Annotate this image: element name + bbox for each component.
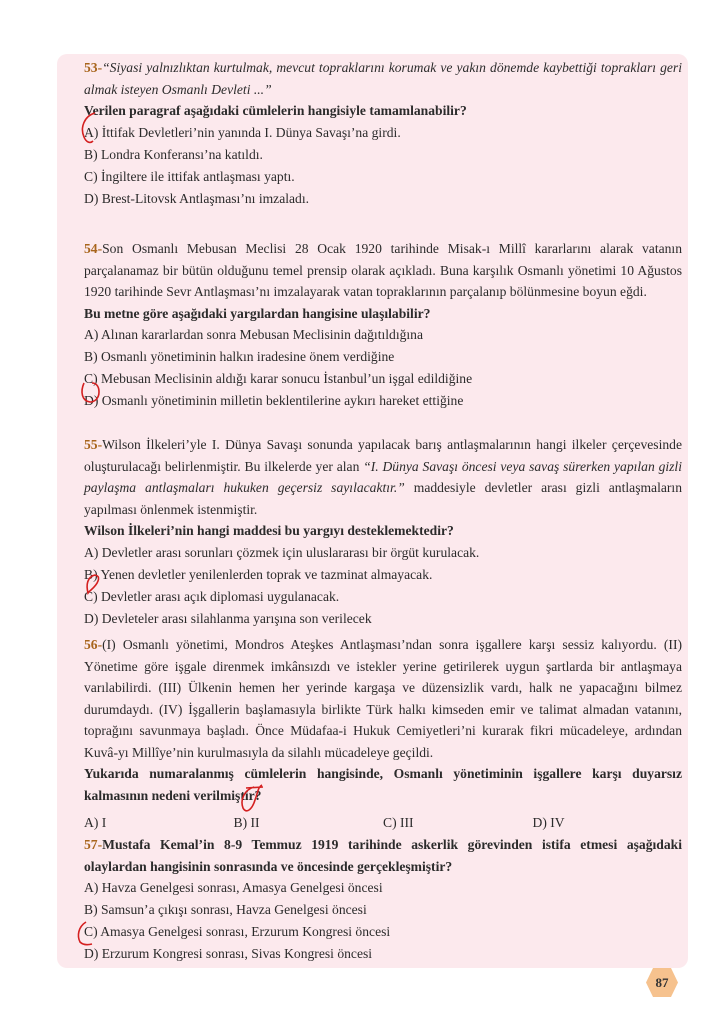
- option-a[interactable]: A) Alınan kararlardan sonra Mebusan Meclisinin dağıtıldığına: [84, 327, 424, 342]
- option-b[interactable]: B) Samsun’a çıkışı sonrası, Havza Genelgesi öncesi: [84, 902, 367, 917]
- question-prompt: Verilen paragraf aşağıdaki cümlelerin hangisiyle tamamlanabilir?: [84, 103, 467, 118]
- option-c[interactable]: C) Amasya Genelgesi sonrası, Erzurum Kongresi öncesi: [84, 924, 391, 939]
- question-prompt: Yukarıda numaralanmış cümlelerin hangisinde, Osmanlı yönetiminin işgallere karşı duyarsız kalmasının nedeni verilmiştir?: [84, 766, 682, 803]
- option-b[interactable]: B) Yenen devletler yenilenlerden toprak ve tazminat almayacak.: [84, 566, 433, 582]
- question-53: [84, 57, 682, 210]
- question-prompt: Wilson İlkeleri’nin hangi maddesi bu yargıyı desteklemektedir?: [84, 523, 454, 538]
- question-stem: 53-“Siyasi yalnızlıktan kurtulmak, mevcut topraklarını korumak ve yakın dönemde kaybettiği toprakları geri almak isteyen Osmanlı Devleti ...”: [84, 60, 682, 97]
- options-row: [84, 812, 682, 834]
- option-a[interactable]: A) I: [84, 815, 107, 830]
- option-b[interactable]: B) II: [233, 815, 260, 830]
- option-b[interactable]: B) Londra Konferansı’na katıldı.: [84, 146, 263, 162]
- option-c[interactable]: C) III: [383, 815, 414, 830]
- option-d[interactable]: D) IV: [532, 815, 565, 830]
- option-b[interactable]: B) Osmanlı yönetiminin halkın iradesine önem verdiğine: [84, 349, 395, 364]
- question-stem: 55-Wilson İlkeleri’yle I. Dünya Savaşı sonunda yapılacak barış antlaşmalarının hangi ilkeler çerçevesinde oluşturulacağı belirlenmiştir. Bu ilkelerde yer alan “I. Dünya Savaşı öncesi veya savaş sürerken yapılan gizli paylaşma antlaşmaları hukuken geçersiz sayılacaktır.” maddesiyle devletler arası gizli antlaşmaların yapılması önlenmek istenmiştir.: [84, 437, 683, 517]
- option-c[interactable]: C) İngiltere ile ittifak antlaşması yaptı.: [84, 168, 295, 184]
- question-stem: 54-Son Osmanlı Mebusan Meclisi 28 Ocak 1920 tarihinde Misak-ı Millî kararlarını alarak vatanın parçalanamaz bir bütün olduğunu temel prensip olarak açıkladı. Buna karşılık Osmanlı yönetimi 10 Ağustos 1920 tarihinde Sevr Antlaşması’nı imzalayarak vatan topraklarının parçalanıp bölünmesine boyun eğdi.: [84, 241, 682, 299]
- option-c[interactable]: C) Mebusan Meclisinin aldığı karar sonucu İstanbul’un işgal edildiğine: [84, 371, 473, 386]
- option-d[interactable]: D) Brest-Litovsk Antlaşması’nı imzaladı.: [84, 190, 310, 206]
- question-prompt: 57-Mustafa Kemal’in 8-9 Temmuz 1919 tarihinde askerlik görevinden istifa etmesi aşağıdaki olaylardan hangisinin sonrasında ve öncesinde gerçekleşmiştir?: [84, 837, 682, 874]
- question-54: [84, 238, 682, 412]
- question-55: [84, 434, 682, 630]
- option-a[interactable]: A) İttifak Devletleri’nin yanında I. Dünya Savaşı’na girdi.: [84, 124, 401, 140]
- option-d[interactable]: D) Devleteler arası silahlanma yarışına son verilecek: [84, 610, 372, 626]
- question-prompt: Bu metne göre aşağıdaki yargılardan hangisine ulaşılabilir?: [84, 305, 431, 321]
- option-c[interactable]: C) Devletler arası açık diplomasi uygulanacak.: [84, 588, 340, 604]
- option-a[interactable]: A) Havza Genelgesi sonrası, Amasya Genelgesi öncesi: [84, 880, 383, 895]
- question-57: [84, 834, 682, 965]
- question-56: [84, 634, 682, 834]
- option-d[interactable]: D) Erzurum Kongresi sonrası, Sivas Kongresi öncesi: [84, 946, 373, 961]
- option-a[interactable]: A) Devletler arası sorunları çözmek için uluslararası bir örgüt kurulacak.: [84, 544, 480, 560]
- page-number: 87: [655, 975, 669, 990]
- page-number-badge: [645, 967, 679, 998]
- option-d[interactable]: D) Osmanlı yönetiminin milletin beklentilerine aykırı hareket ettiğine: [84, 393, 464, 408]
- question-stem: 56-(I) Osmanlı yönetimi, Mondros Ateşkes Antlaşması’ndan sonra işgallere karşı sessiz kalıyordu. (II) Yönetime göre işgale direnmek imkânsızdı ve istekler yerine getirilerek uygun şartlarda bir antlaşmaya varılabilirdi. (III) Ülkenin hemen her yerinde kargaşa ve düzensizlik vardı, halk ne yapacağını bilmez durumdaydı. (IV) İşgallerin başlamasıyla birlikte Türk halkı kimseden emir ve talimat almadan vatanını, toprağını savunmaya başladı. Önce Müdafaa-i Hukuk Cemiyetleri’ni kurarak fikri mücadeleye, ardından Kuvâ-yı Millîye’nin kurulmasıyla da silahlı mücadeleye geçildi.: [84, 637, 682, 760]
